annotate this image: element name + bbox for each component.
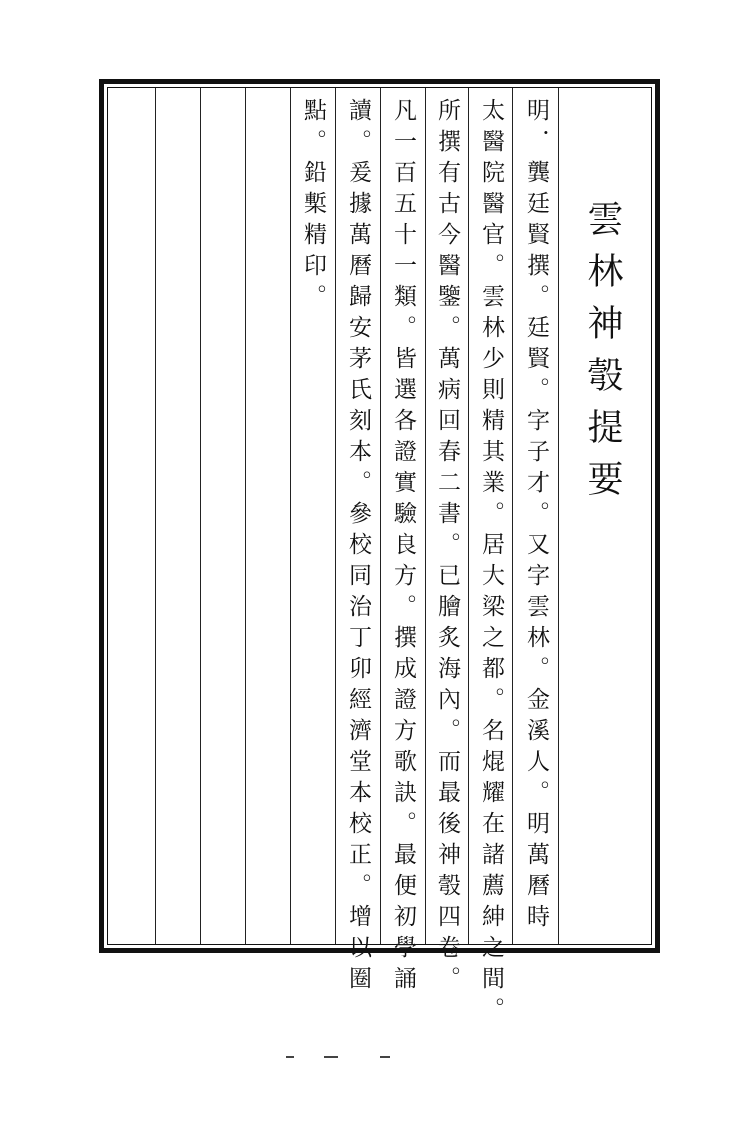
column-rule bbox=[335, 88, 336, 944]
column-rule bbox=[155, 88, 156, 944]
text-column-3: 所撰有古今醫鑒。萬病回春二書。已膾炙海內。而最後神彀四卷。 bbox=[434, 98, 460, 997]
column-rule bbox=[468, 88, 469, 944]
text-column-6: 點。鉛槧精印。 bbox=[300, 98, 326, 315]
column-rule bbox=[200, 88, 201, 944]
column-rule bbox=[512, 88, 513, 944]
column-rule bbox=[425, 88, 426, 944]
column-rule bbox=[558, 88, 559, 944]
text-column-2: 太醫院醫官。雲林少則精其業。居大梁之都。名焜耀在諸薦紳之間。 bbox=[478, 98, 504, 1028]
column-rule bbox=[290, 88, 291, 944]
column-rule bbox=[245, 88, 246, 944]
page-title: 雲林神彀提要 bbox=[582, 200, 623, 512]
text-column-5: 讀。爰據萬曆歸安茅氏刻本。參校同治丁卯經濟堂本校正。增以圈 bbox=[345, 98, 371, 997]
column-rule bbox=[380, 88, 381, 944]
text-column-4: 凡一百五十一類。皆選各證實驗良方。撰成證方歌訣。最便初學誦 bbox=[390, 98, 416, 997]
text-column-1: 明．龔廷賢撰。廷賢。字子才。又字雲林。金溪人。明萬曆時 bbox=[523, 98, 549, 935]
scan-marks bbox=[280, 1050, 420, 1062]
